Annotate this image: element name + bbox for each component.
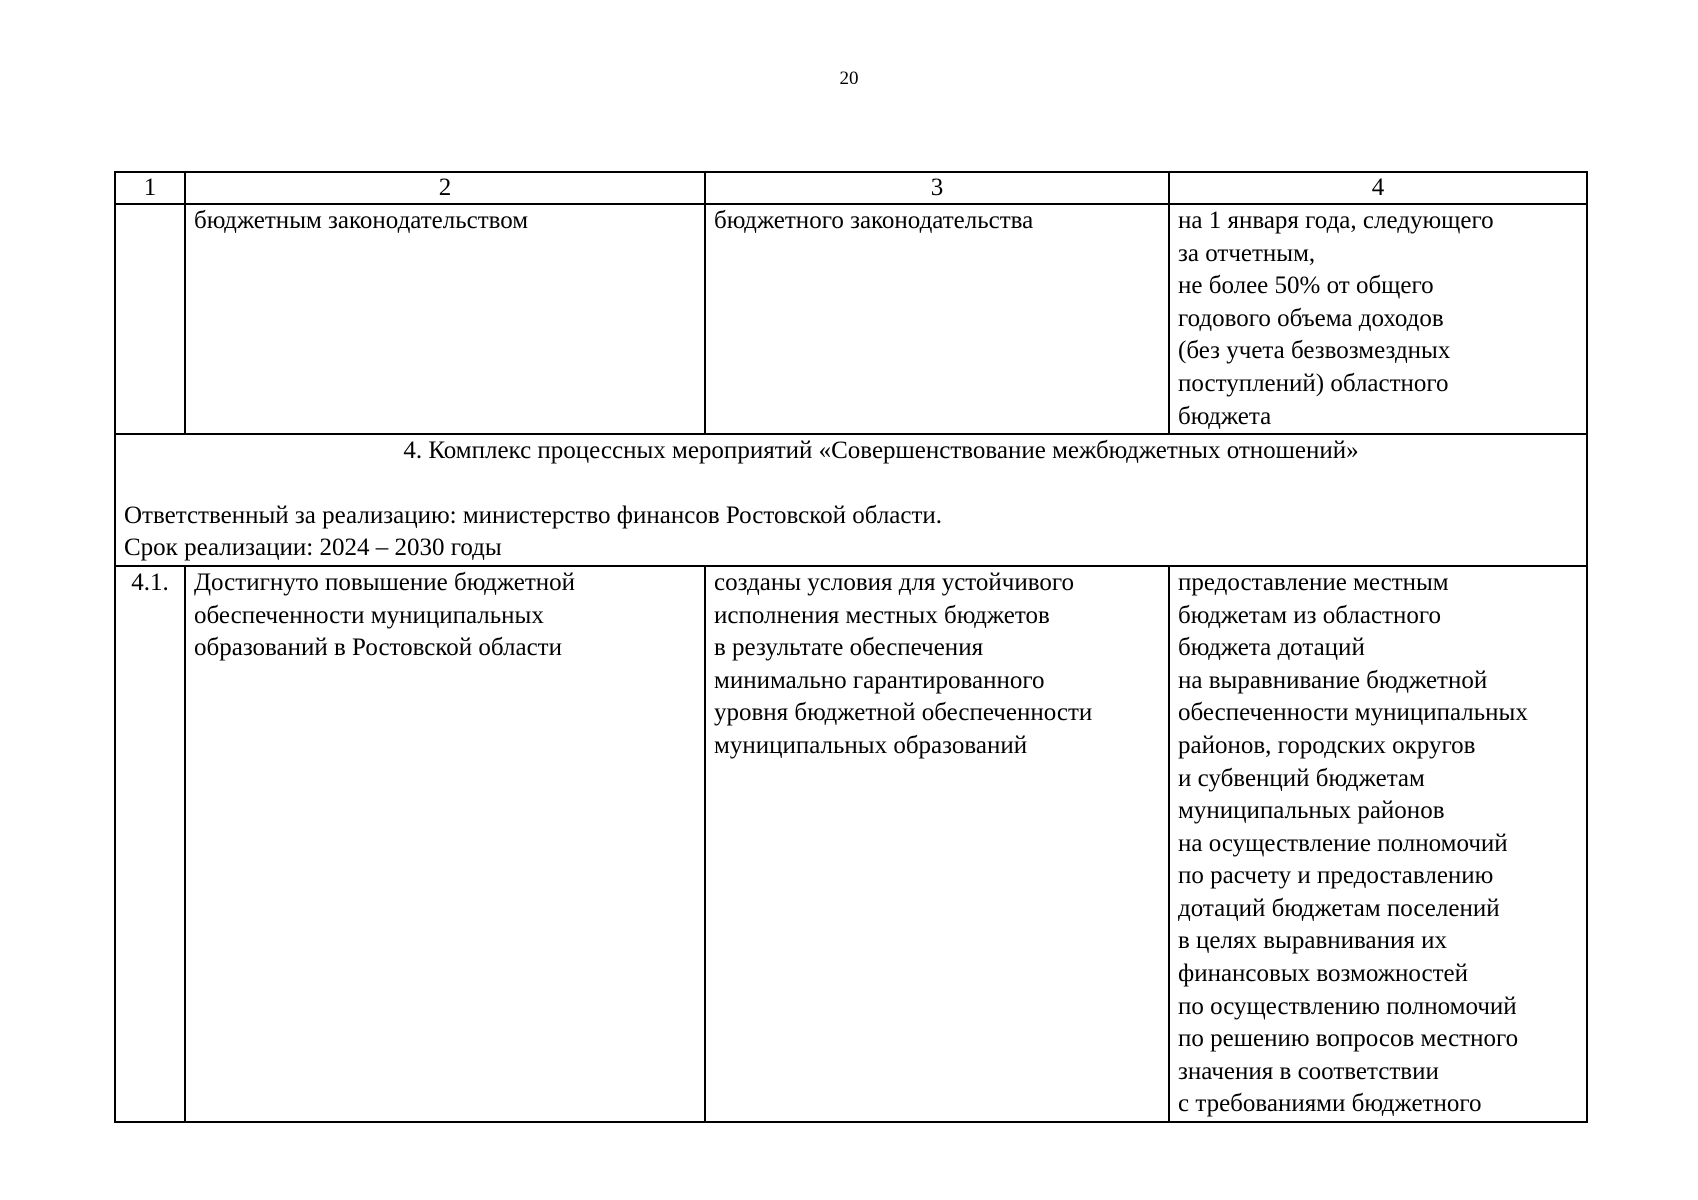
text-line: финансовых возможностей [1178,960,1469,988]
text-line: бюджетного законодательства [714,207,1034,234]
description-cell [1169,566,1587,1122]
text-line: дотаций бюджетам поселений [1178,894,1500,922]
header-col-1: 1 [115,172,185,204]
text-line: исполнения местных бюджетов [714,601,1050,629]
text-line: предоставление местным [1178,568,1449,596]
text-line: не более 50% от общего [1178,272,1434,300]
text-line: районов, городских округов [1178,731,1476,759]
text-line: Достигнуто повышение бюджетной [194,568,576,596]
text-line: в целях выравнивания их [1178,927,1447,955]
text-line: обеспеченности муниципальных [194,601,544,629]
text-line: с требованиями бюджетного [1178,1090,1482,1118]
text-line: бюджетным законодательством [194,207,529,234]
text-line: уровня бюджетной обеспеченности [714,699,1093,727]
text-line: и субвенций бюджетам [1178,764,1425,792]
table-row-4-1 [115,566,1587,1122]
row-number-cell [115,204,185,434]
result-cell [705,566,1169,1122]
text-line: по расчету и предоставлению [1178,862,1494,890]
text-line: на 1 января года, следующего [1178,207,1494,234]
text-line: образований в Ростовской области [194,634,562,662]
document-table [114,171,1588,1123]
text-line: бюджетам из областного [1178,601,1441,629]
text-line: обеспеченности муниципальных [1178,699,1528,727]
text-line: (без учета безвозмездных [1178,337,1451,365]
text-line: бюджета [1178,402,1272,430]
section-cell [115,434,1587,566]
text-line: по осуществлению полномочий [1178,992,1517,1020]
text-line: за отчетным, [1178,239,1316,267]
text-line: на выравнивание бюджетной [1178,666,1488,694]
result-cell [705,204,1169,434]
text-line: годового объема доходов [1178,304,1444,332]
header-col-4: 4 [1169,172,1587,204]
text-line: по решению вопросов местного [1178,1025,1519,1053]
text-line: созданы условия для устойчивого [714,568,1074,596]
section-row [115,434,1587,566]
header-col-3: 3 [705,172,1169,204]
section-period: Срок реализации: 2024 – 2030 годы [124,534,502,562]
text-line: минимально гарантированного [714,666,1045,694]
text-line: муниципальных образований [714,731,1028,759]
description-cell [1169,204,1587,434]
section-responsible: Ответственный за реализацию: министерство финансов Ростовской области. [124,501,943,529]
header-col-2: 2 [185,172,705,204]
text-line: значения в соответствии [1178,1057,1439,1085]
row-number-cell: 4.1. [115,566,185,1122]
text-line: муниципальных районов [1178,797,1445,825]
text-line: в результате обеспечения [714,634,984,662]
text-line: на осуществление полномочий [1178,829,1508,857]
text-line: поступлений) областного [1178,369,1449,397]
page-number: 20 [839,68,859,89]
table-row-continuation [115,204,1587,434]
table-header-row [115,172,1587,204]
goal-cell [185,566,705,1122]
section-title: 4. Комплекс процессных мероприятий «Совершенствование межбюджетных отношений» [403,437,1359,465]
text-line: бюджета дотаций [1178,634,1365,662]
goal-cell [185,204,705,434]
